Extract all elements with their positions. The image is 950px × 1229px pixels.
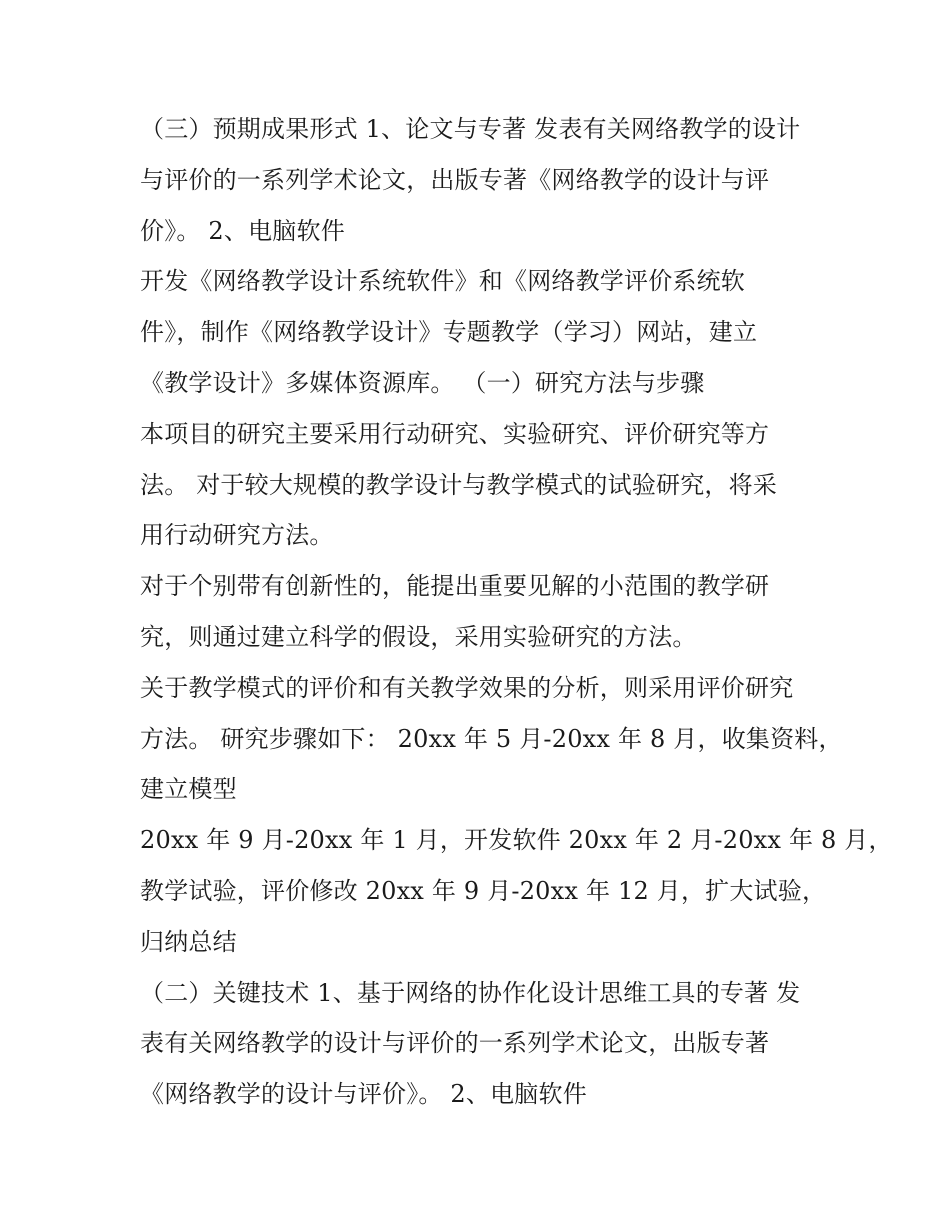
text-line: 价》。 2、电脑软件 [140, 216, 345, 245]
text-line: （三）预期成果形式 1、论文与专著 发表有关网络教学的设计 [140, 115, 801, 143]
document-body [140, 104, 893, 1120]
text-line: 《网络教学的设计与评价》。 2、电脑软件 [140, 1080, 587, 1109]
text-line: 对于个别带有创新性的，能提出重要见解的小范围的教学研 [140, 572, 770, 601]
text-line: 与评价的一系列学术论文，出版专著《网络教学的设计与评 [140, 165, 770, 194]
text-line: 方法。 研究步骤如下： 20xx 年 5 月-20xx 年 8 月，收集资料， [140, 724, 843, 753]
text-line: 用行动研究方法。 [140, 521, 334, 550]
text-line: 归纳总结 [140, 927, 237, 956]
text-line: 表有关网络教学的设计与评价的一系列学术论文，出版专著 [140, 1029, 770, 1058]
text-line: （二）关键技术 1、基于网络的协作化设计思维工具的专著 发 [140, 978, 801, 1007]
text-line: 究，则通过建立科学的假设，采用实验研究的方法。 [140, 622, 697, 651]
text-line: 20xx 年 9 月-20xx 年 1 月，开发软件 20xx 年 2 月-20xx 年 8 月， [140, 826, 893, 855]
text-line: 关于教学模式的评价和有关教学效果的分析，则采用评价研究 [140, 673, 794, 702]
text-line: 件》，制作《网络教学设计》专题教学（学习）网站，建立 [140, 318, 758, 347]
text-line: 本项目的研究主要采用行动研究、实验研究、评价研究等方 [140, 419, 770, 448]
text-line: 开发《网络教学设计系统软件》和《网络教学评价系统软 [140, 267, 745, 296]
text-line: 法。 对于较大规模的教学设计与教学模式的试验研究，将采 [140, 470, 778, 499]
text-line: 教学试验，评价修改 20xx 年 9 月-20xx 年 12 月，扩大试验， [140, 876, 827, 905]
text-line: 建立模型 [140, 775, 237, 804]
text-line: 《教学设计》多媒体资源库。 （一）研究方法与步骤 [140, 368, 705, 397]
